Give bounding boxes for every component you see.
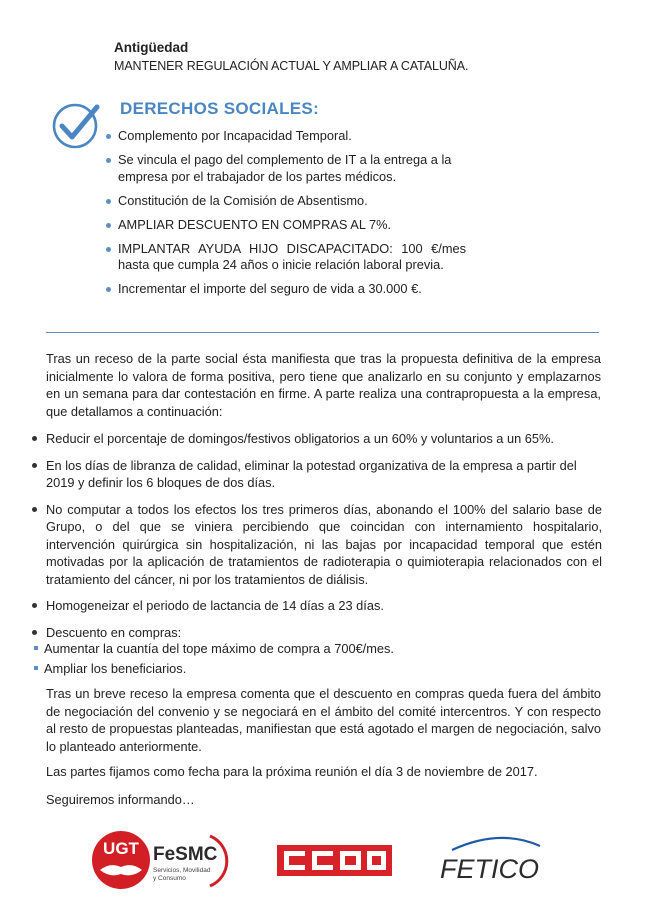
fesmc-logo (153, 836, 227, 886)
derechos-sociales-list (106, 128, 466, 305)
fesmc-subtitle-1: Servicios, Movilidad (153, 867, 211, 874)
list-item: Complemento por Incapacidad Temporal. (106, 128, 466, 145)
antiguedad-title: Antigüedad (114, 40, 189, 55)
list-item: Reducir el porcentaje de domingos/festivos obligatorios a un 60% y voluntarios a un 65%. (30, 430, 602, 448)
list-item: En los días de libranza de calidad, eliminar la potestad organizativa de la empresa a partir del 2019 y definir los 6 bloques de dos días. (30, 457, 602, 492)
list-item: Descuento en compras: (30, 624, 602, 642)
bullet-icon (106, 247, 111, 252)
antiguedad-text: MANTENER REGULACIÓN ACTUAL Y AMPLIAR A CATALUÑA. (114, 59, 469, 73)
list-item: Homogeneizar el periodo de lactancia de 14 días a 23 días. (30, 597, 602, 615)
bullet-icon (106, 287, 111, 292)
checkmark-circle-icon (50, 99, 102, 151)
bullet-icon (32, 507, 37, 512)
list-item: Aumentar la cuantía del tope máximo de compra a 700€/mes. (30, 640, 602, 658)
square-bullet-icon (34, 666, 38, 670)
fesmc-subtitle-2: y Consumo (153, 875, 186, 882)
bullet-icon (32, 436, 37, 441)
next-meeting-text: Las partes fijamos como fecha para la próxima reunión el día 3 de noviembre de 2017. (46, 764, 538, 779)
discount-sublist (30, 640, 602, 677)
ugt-logo-text: UGT (103, 839, 139, 858)
derechos-sociales-title: DERECHOS SOCIALES: (120, 99, 320, 118)
intro-paragraph: Tras un receso de la parte social ésta manifiesta que tras la propuesta definitiva de la empresa inicialmente lo valora de forma positiva, pero tiene que analizarlo en su conjunto y emplazarnos en un semana para dar contestación en firme. A parte realiza una contrapropuesta a la empresa, que detallamos a continuación: (46, 351, 601, 419)
square-bullet-icon (34, 646, 38, 650)
list-item: IMPLANTAR AYUDA HIJO DISCAPACITADO: 100 €/mes hasta que cumpla 24 años o inicie relación laboral previa. (106, 241, 466, 274)
ccoo-logo (277, 845, 392, 891)
bullet-icon (106, 199, 111, 204)
bullet-icon (106, 134, 111, 139)
list-item: Se vincula el pago del complemento de IT a la entrega a la empresa por el trabajador de los partes médicos. (106, 152, 466, 185)
ccoo-logo-text: CCOO (332, 890, 336, 891)
fesmc-title: FeSMC (153, 844, 218, 865)
bullet-icon (32, 463, 37, 468)
list-item: Incrementar el importe del seguro de vida a 30.000 €. (106, 281, 466, 298)
signoff-text: Seguiremos informando… (46, 792, 195, 807)
section-divider (46, 332, 599, 333)
list-item: Ampliar los beneficiarios. (30, 660, 602, 678)
list-item: No computar a todos los efectos los tres primeros días, abonando el 100% del salario base de Grupo, o del que se viniera percibiendo que coincidan con internamiento hospitalario, intervención quirúrgica sin hospitalización, ni las bajas por incapacidad temporal que estén motivadas por la aplicación de tratamientos de radioterapia o quimioterapia relacionados con el tratamiento del cáncer, ni por los tratamientos de diálisis. (30, 501, 602, 589)
union-logos (0, 820, 650, 900)
bullet-icon (106, 223, 111, 228)
bullet-icon (32, 630, 37, 635)
ugt-logo (92, 831, 150, 889)
list-item: AMPLIAR DESCUENTO EN COMPRAS AL 7%. (106, 217, 466, 234)
closing-paragraph: Tras un breve receso la empresa comenta que el descuento en compras queda fuera del ámbito de negociación del convenio y se negociará en el ámbito del comité intercentros. Y con respecto al resto de propuestas planteadas, manifiestan que está agotado el margen de negociación, salvo lo planteado anteriormente. (46, 686, 601, 754)
fetico-logo-text: FETICO (440, 854, 539, 884)
antiguedad-section (114, 40, 468, 73)
proposals-list (30, 430, 602, 641)
bullet-icon (106, 158, 111, 163)
bullet-icon (32, 603, 37, 608)
fetico-logo (440, 838, 540, 884)
list-item: Constitución de la Comisión de Absentismo. (106, 193, 466, 210)
